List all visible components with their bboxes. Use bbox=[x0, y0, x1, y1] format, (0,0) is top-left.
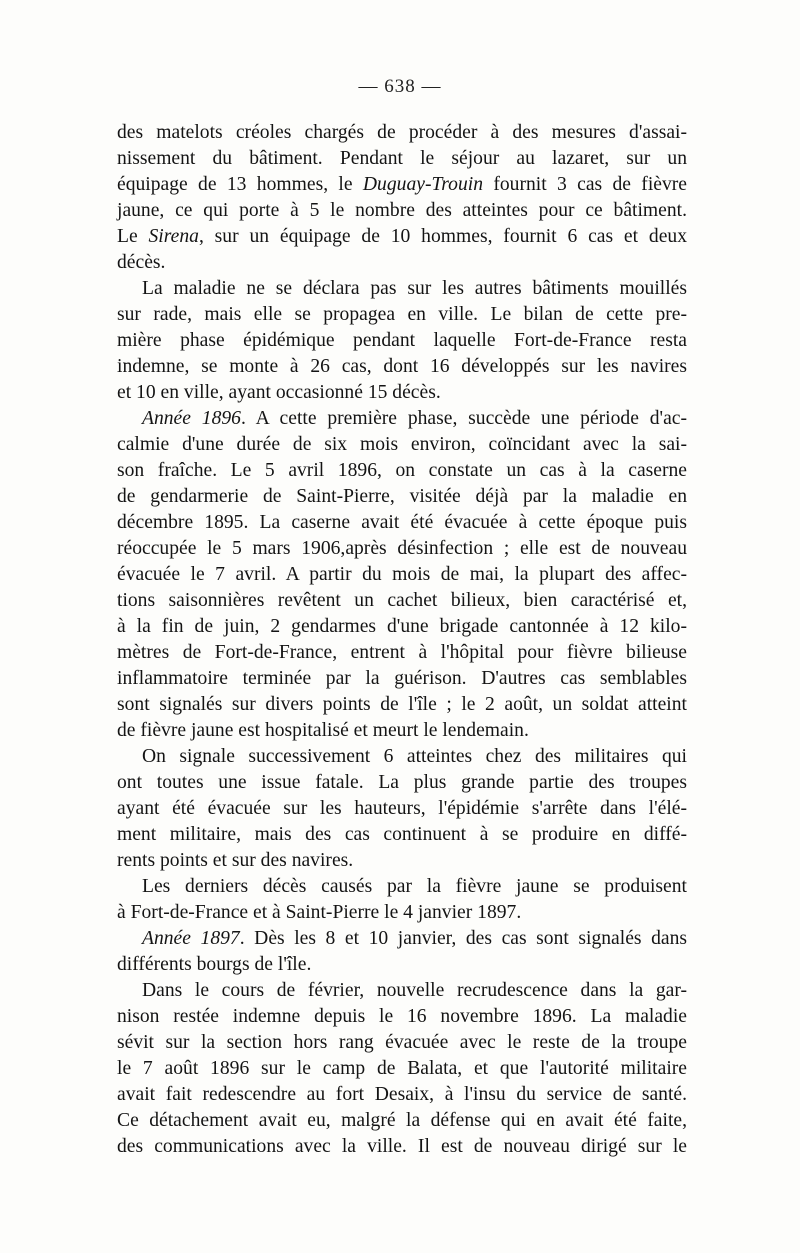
text-line: indemne, se monte à 26 cas, dont 16 développés sur les navires bbox=[117, 356, 687, 377]
text-line: sur rade, mais elle se propagea en ville. Le bilan de cette pre- bbox=[117, 304, 687, 325]
text-line: Année 1896. A cette première phase, succède une période d'ac- bbox=[142, 408, 687, 429]
text-line: décès. bbox=[117, 252, 166, 273]
text-line: inflammatoire terminée par la guérison. D'autres cas semblables bbox=[117, 668, 687, 689]
text-line: des communications avec la ville. Il est de nouveau dirigé sur le bbox=[117, 1136, 687, 1157]
text-line: tions saisonnières revêtent un cachet bilieux, bien caractérisé et, bbox=[117, 590, 687, 611]
text-line: La maladie ne se déclara pas sur les autres bâtiments mouillés bbox=[142, 278, 687, 299]
text-line: Ce détachement avait eu, malgré la défense qui en avait été faite, bbox=[117, 1110, 687, 1131]
text-line: à la fin de juin, 2 gendarmes d'une brigade cantonnée à 12 kilo- bbox=[117, 616, 687, 637]
text-line: ayant été évacuée sur les hauteurs, l'épidémie s'arrête dans l'élé- bbox=[117, 798, 687, 819]
body-text bbox=[117, 120, 687, 1160]
text-line: ment militaire, mais des cas continuent à se produire en diffé- bbox=[117, 824, 687, 845]
text-line: nissement du bâtiment. Pendant le séjour au lazaret, sur un bbox=[117, 148, 687, 169]
text-line: Les derniers décès causés par la fièvre jaune se produisent bbox=[142, 876, 687, 897]
text-line: avait fait redescendre au fort Desaix, à l'insu du service de santé. bbox=[117, 1084, 687, 1105]
text-line: sévit sur la section hors rang évacuée avec le reste de la troupe bbox=[117, 1032, 687, 1053]
text-line: à Fort-de-France et à Saint-Pierre le 4 janvier 1897. bbox=[117, 902, 522, 923]
text-line: rents points et sur des navires. bbox=[117, 850, 354, 871]
text-line: calmie d'une durée de six mois environ, coïncidant avec la sai- bbox=[117, 434, 687, 455]
text-line: On signale successivement 6 atteintes chez des militaires qui bbox=[142, 746, 687, 767]
text-line: des matelots créoles chargés de procéder à des mesures d'assai- bbox=[117, 122, 687, 143]
text-line: mètres de Fort-de-France, entrent à l'hôpital pour fièvre bilieuse bbox=[117, 642, 687, 663]
text-line: de gendarmerie de Saint-Pierre, visitée déjà par la maladie en bbox=[117, 486, 687, 507]
text-line: nison restée indemne depuis le 16 novembre 1896. La maladie bbox=[117, 1006, 687, 1027]
text-line: équipage de 13 hommes, le Duguay-Trouin fournit 3 cas de fièvre bbox=[117, 174, 687, 195]
text-line: et 10 en ville, ayant occasionné 15 décès. bbox=[117, 382, 441, 403]
text-line: réoccupée le 5 mars 1906,après désinfection ; elle est de nouveau bbox=[117, 538, 687, 559]
text-line: son fraîche. Le 5 avril 1896, on constate un cas à la caserne bbox=[117, 460, 687, 481]
text-line: mière phase épidémique pendant laquelle Fort-de-France resta bbox=[117, 330, 687, 351]
text-line: ont toutes une issue fatale. La plus grande partie des troupes bbox=[117, 772, 687, 793]
page-number: — 638 — bbox=[358, 76, 442, 97]
text-line: évacuée le 7 avril. A partir du mois de mai, la plupart des affec- bbox=[117, 564, 687, 585]
text-line: décembre 1895. La caserne avait été évacuée à cette époque puis bbox=[117, 512, 687, 533]
text-line: différents bourgs de l'île. bbox=[117, 954, 312, 975]
text-line: Dans le cours de février, nouvelle recrudescence dans la gar- bbox=[142, 980, 687, 1001]
text-line: sont signalés sur divers points de l'île ; le 2 août, un soldat atteint bbox=[117, 694, 687, 715]
text-line: de fièvre jaune est hospitalisé et meurt le lendemain. bbox=[117, 720, 529, 741]
text-line: le 7 août 1896 sur le camp de Balata, et que l'autorité militaire bbox=[117, 1058, 687, 1079]
text-line: jaune, ce qui porte à 5 le nombre des atteintes pour ce bâtiment. bbox=[117, 200, 687, 221]
text-line: Année 1897. Dès les 8 et 10 janvier, des cas sont signalés dans bbox=[142, 928, 687, 949]
text-line: Le Sirena, sur un équipage de 10 hommes, fournit 6 cas et deux bbox=[117, 226, 687, 247]
